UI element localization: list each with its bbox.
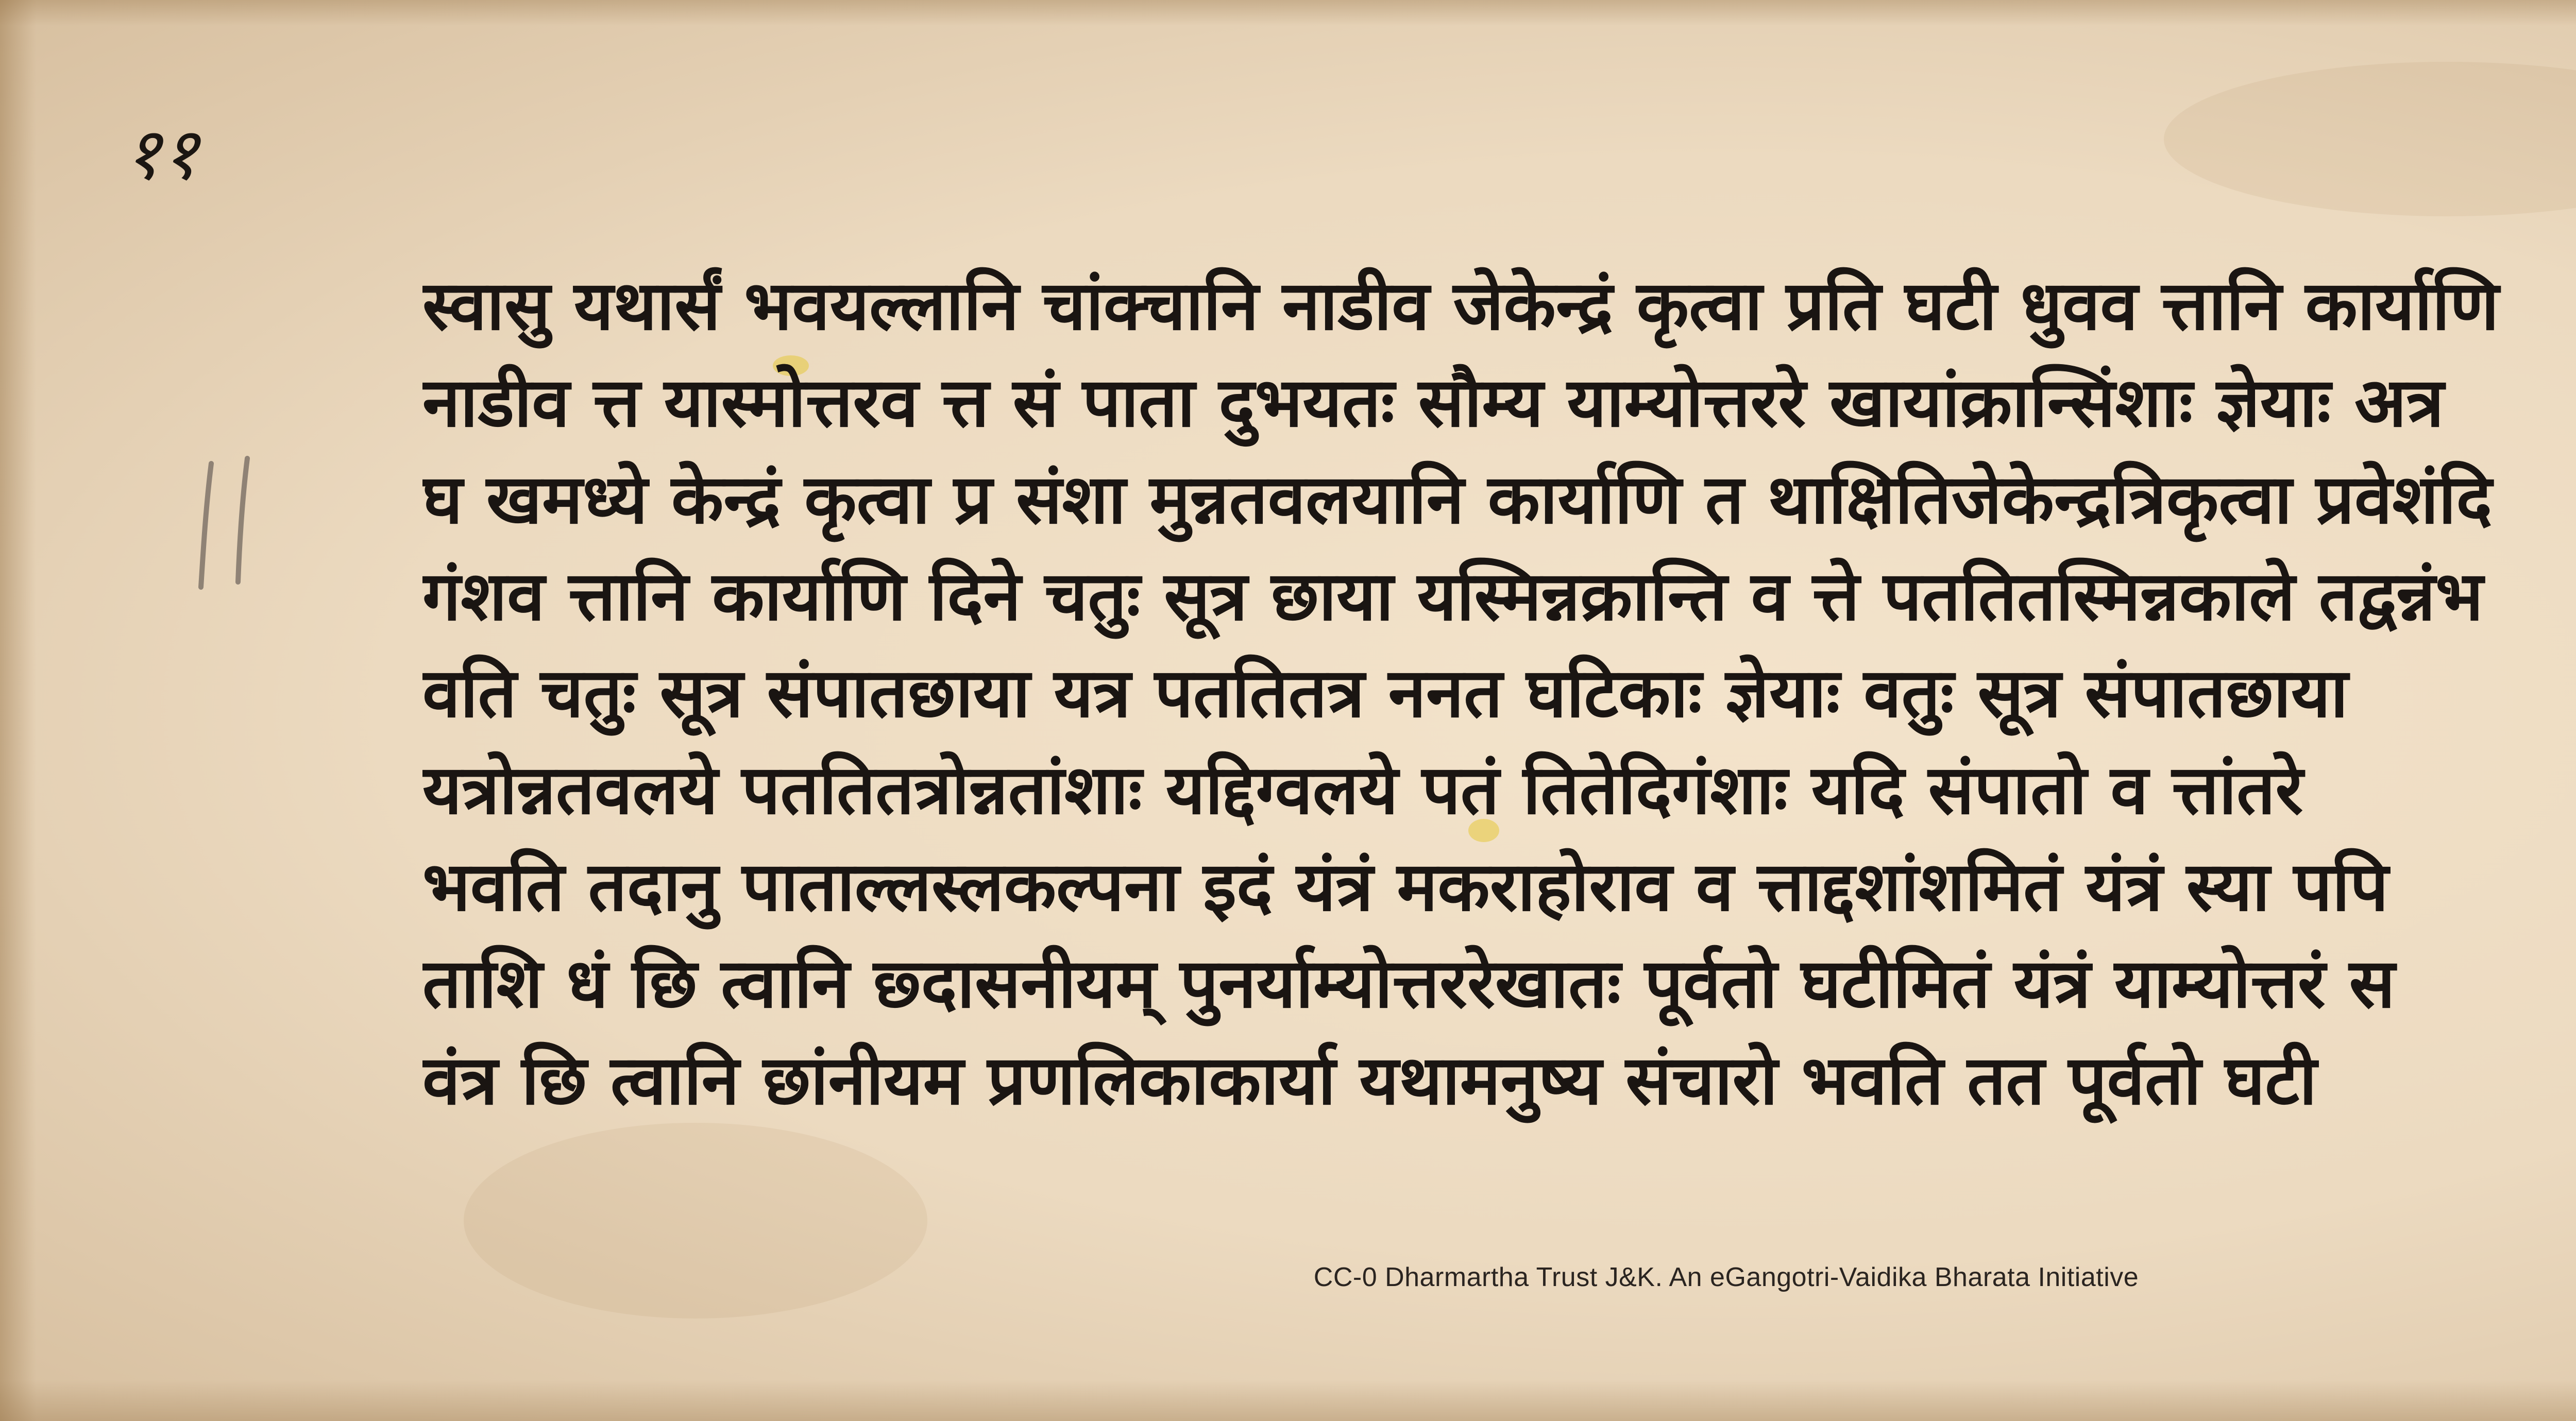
manuscript-line-9: वंत्र छि त्वानि छांनीयम प्रणलिकाकार्या यथामनुष्य संचारो भवति तत पूर्वतो घटी xyxy=(422,1041,2317,1120)
manuscript-line-3: घ खमध्ये केन्द्रं कृत्वा प्र संशा मुन्नतवलयानि कार्याणि त थाक्षितिजेकेन्द्रत्रिकृत्वा प्रवेशंदि xyxy=(422,460,2493,539)
paper-stain xyxy=(2164,62,2576,216)
manuscript-text-block xyxy=(422,258,2576,1226)
folio-number-top: ११ xyxy=(124,112,199,196)
manuscript-line-6: यत्रोन्नतवलये पततितत्रोन्नतांशाः यद्दिग्वलये पतं तितेदिगंशाः यदि संपातो व त्तांतरे xyxy=(422,750,2303,830)
manuscript-line-1: स्वासु यथार्सं भवयल्लानि चांक्चानि नाडीव जेकेन्द्रं कृत्वा प्रति घटी धुवव त्तानि कार्याणि xyxy=(422,266,2499,346)
footer-credit: CC-0 Dharmartha Trust J&K. An eGangotri-Vaidika Bharata Initiative xyxy=(1313,1262,2139,1292)
manuscript-line-2: नाडीव त्त यास्मोत्तरव त्त सं पाता दुभयतः सौम्य याम्योत्तररे खायांक्रान्सिंशाः ज्ञेयाः अत्र xyxy=(422,363,2444,442)
manuscript-line-8: ताशि धं छि त्वानि छ्दासनीयम् पुनर्याम्योत्तररेखातः पूर्वतो घटीमितं यंत्रं याम्योत्तरं स xyxy=(422,944,2395,1023)
page-edge-shadow-left xyxy=(0,0,36,1421)
page-edge-shadow-bottom xyxy=(0,1380,2576,1421)
margin-pencil-marks xyxy=(191,453,273,597)
manuscript-line-4: गंशव त्तानि कार्याणि दिने चतुः सूत्र छाया यस्मिन्नक्रान्ति व त्ते पततितस्मिन्नकाले तद्वन्नंभ xyxy=(422,557,2483,636)
page-edge-shadow-top xyxy=(0,0,2576,26)
manuscript-line-7: भवति तदानु पाताल्लस्लकल्पना इदं यंत्रं मकराहोराव व त्ताद्दशांशमितं यंत्रं स्या पपि xyxy=(422,847,2388,927)
manuscript-line-5: वति चतुः सूत्र संपातछाया यत्र पततितत्र ननत घटिकाः ज्ञेयाः वतुः सूत्र संपातछाया xyxy=(422,654,2348,733)
